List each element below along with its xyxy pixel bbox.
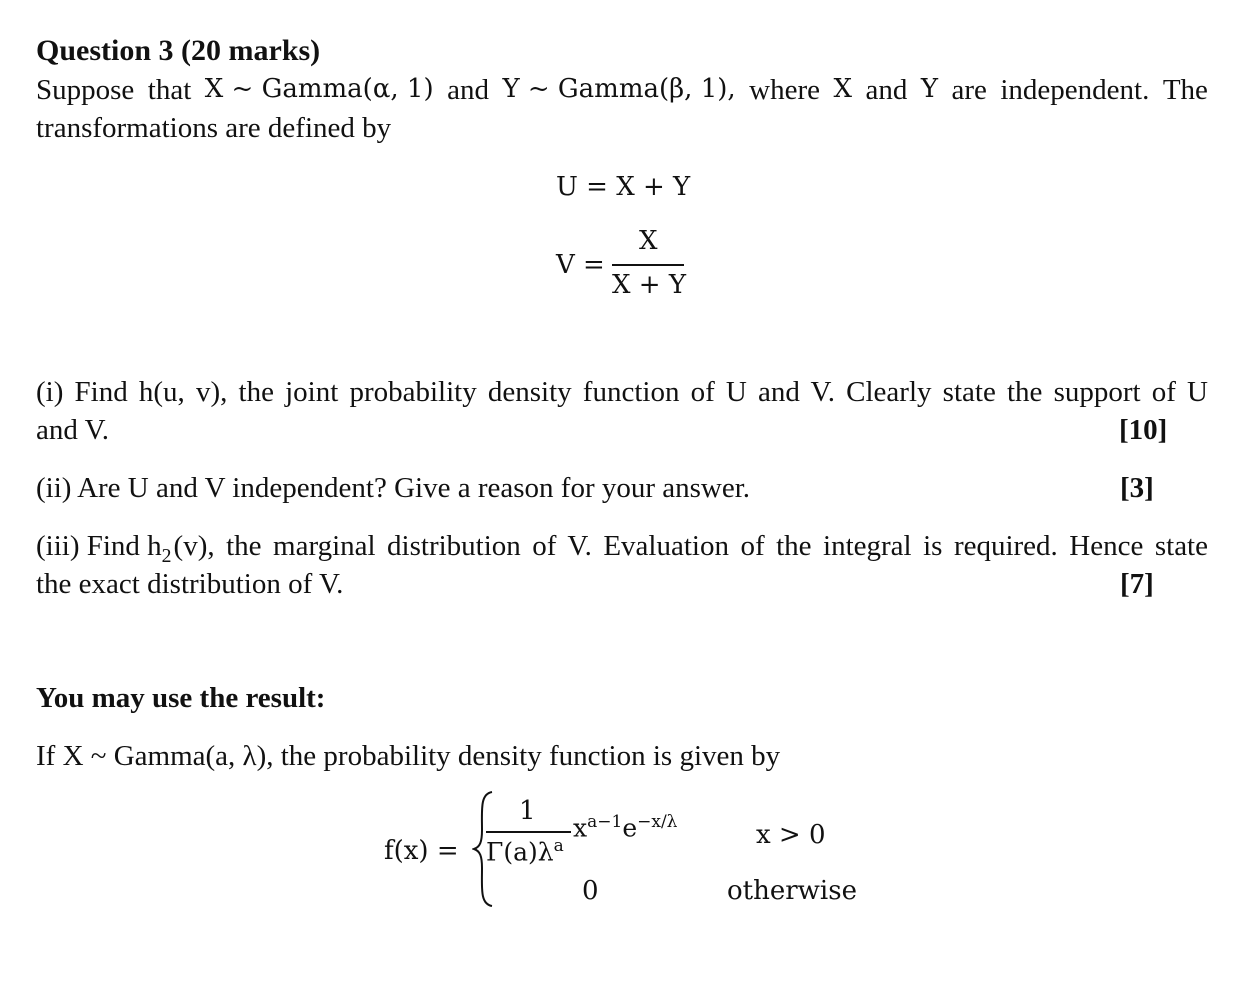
part-iii-prefix: (iii) Find h	[36, 530, 162, 562]
intro-math: Y	[920, 74, 938, 104]
intro-word: The	[1162, 74, 1208, 106]
part-iii-lead	[36, 530, 172, 568]
pdf-fraction-denominator	[486, 836, 564, 866]
pdf-term	[573, 812, 677, 842]
intro-line-1	[36, 74, 1208, 107]
intro-math: X	[833, 74, 852, 104]
part-ii-marks: [3]	[1120, 472, 1154, 504]
part-ii-line-1: (ii) Are U and V independent? Give a reason for your answer.	[36, 472, 751, 504]
pdf-lhs: f(x) =	[384, 836, 459, 866]
intro-word: independent.	[1000, 74, 1150, 106]
equation-u: U = X + Y	[556, 172, 691, 202]
part-iii-marks: [7]	[1120, 568, 1154, 600]
result-statement: If X ~ Gamma(a, λ), the probability density function is given by	[36, 740, 781, 772]
pdf-e-exponent: −x/λ	[637, 812, 678, 832]
intro-math-y: Y ~ Gamma(β, 1),	[502, 74, 736, 104]
pdf-fraction-numerator: 1	[519, 796, 536, 826]
equation-v-fraction-bar	[612, 264, 684, 266]
intro-word: and	[865, 74, 908, 106]
pdf-fraction-bar	[486, 831, 571, 833]
pdf-condition-otherwise: otherwise	[727, 876, 857, 906]
equation-v-numerator: X	[639, 226, 658, 256]
part-iii-line-1	[36, 530, 1208, 568]
pdf-denominator-base: Γ(a)λ	[486, 837, 554, 867]
intro-word: where	[749, 74, 820, 106]
pdf-condition-positive: x > 0	[756, 820, 826, 850]
equation-v-lhs: V =	[556, 250, 605, 280]
intro-word: and	[447, 74, 489, 106]
pdf-denominator-exponent: a	[553, 836, 564, 856]
pdf-x: x	[573, 813, 588, 843]
pdf-x-exponent: a−1	[587, 812, 623, 832]
part-i-line-2: and V.	[36, 414, 110, 446]
part-i-marks: [10]	[1119, 414, 1168, 446]
part-iii-line-2: the exact distribution of V.	[36, 568, 344, 600]
pdf-e: e	[622, 813, 638, 843]
intro-math-x: X ~ Gamma(α, 1)	[204, 74, 434, 104]
intro-word: Suppose	[36, 74, 135, 106]
intro-word: are	[951, 74, 987, 106]
part-i-line-1: (i) Find h(u, v), the joint probability density function of U and V. Clearly state the support of U	[36, 376, 1208, 408]
part-iii-subscript: 2	[161, 544, 172, 567]
pdf-zero-case: 0	[582, 876, 599, 906]
equation-v-denominator: X + Y	[612, 270, 686, 300]
question-title: Question 3 (20 marks)	[36, 34, 321, 67]
part-iii-suffix: (v), the marginal distribution of V. Evaluation of the integral is required. Hence state	[173, 530, 1208, 562]
result-heading: You may use the result:	[36, 682, 326, 714]
intro-word: that	[147, 74, 192, 106]
intro-line-2: transformations are defined by	[36, 112, 392, 144]
